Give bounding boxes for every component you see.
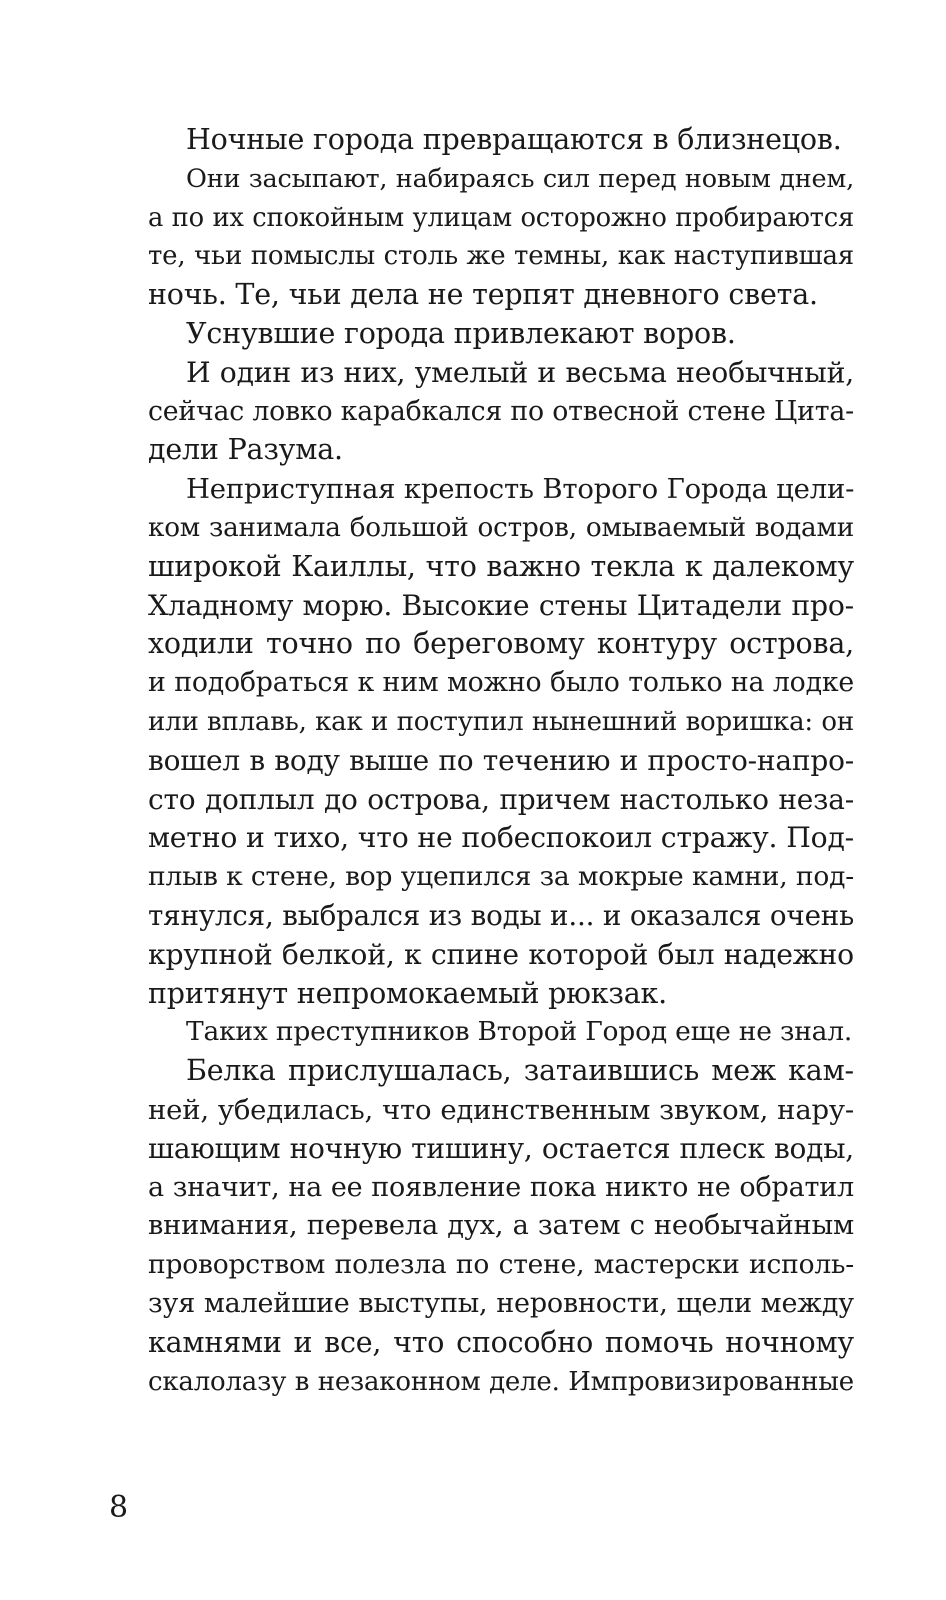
text-line: или вплавь, как и поступил нынешний воришка: он: [148, 706, 854, 737]
page-text: [148, 121, 854, 1401]
text-line: сто доплыл до острова, причем настолько неза-: [148, 782, 854, 816]
paragraph: [148, 354, 854, 470]
text-line: И один из них, умелый и весьма необычный,: [186, 355, 854, 389]
text-line: шающим ночную тишину, остается плеск воды,: [148, 1131, 854, 1165]
text-line: вошел в воду выше по течению и просто-напро-: [148, 743, 854, 777]
text-line: Они засыпают, набираясь сил перед новым днем,: [186, 163, 854, 194]
text-line: широкой Каиллы, что важно текла к далекому: [148, 549, 854, 583]
text-line: плыв к стене, вор уцепился за мокрые камни, под-: [148, 861, 854, 893]
text-line: притянут непромокаемый рюкзак.: [148, 976, 668, 1010]
text-line: ходили точно по береговому контуру острова,: [148, 627, 854, 661]
text-line: сейчас ловко карабкался по отвесной стене Цита-: [148, 395, 854, 427]
text-line: проворством полезла по стене, мастерски исполь-: [148, 1249, 854, 1281]
text-line: а значит, на ее появление пока никто не обратил: [148, 1171, 854, 1203]
text-line: а по их спокойным улицам осторожно пробираются: [148, 202, 854, 233]
text-line: ней, убедилась, что единственным звуком, нару-: [148, 1093, 854, 1126]
text-line: тянулся, выбрался из воды и... и оказался очень: [148, 898, 854, 932]
text-line: ночь. Те, чьи дела не терпят дневного света.: [148, 278, 818, 312]
paragraph: [148, 160, 854, 315]
text-line: Таких преступников Второй Город еще не знал.: [186, 1016, 853, 1048]
text-line: Уснувшие города привлекают воров.: [186, 316, 736, 350]
text-line: те, чьи помыслы столь же темны, как наступившая: [148, 241, 854, 272]
text-line: Хладному морю. Высокие стены Цитадели про-: [148, 588, 854, 622]
text-line: камнями и все, что способно помочь ночному: [148, 1325, 854, 1359]
text-line: ком занимала большой остров, омываемый водами: [148, 512, 854, 543]
text-line: Неприступная крепость Второго Города цели-: [186, 473, 855, 506]
text-line: Белка прислушалась, затаившись меж кам-: [186, 1054, 854, 1088]
page-number: 8: [109, 1490, 129, 1525]
text-line: внимания, перевела дух, а затем с необычайным: [148, 1210, 854, 1242]
text-line: метно и тихо, что не побеспокоил стражу. Под-: [148, 821, 854, 855]
paragraph: [148, 1052, 854, 1401]
text-line: скалолазу в незаконном деле. Импровизированные: [148, 1366, 854, 1397]
paragraph: [148, 315, 854, 354]
paragraph: [148, 470, 854, 1013]
text-line: крупной белкой, к спине которой был надежно: [148, 937, 854, 971]
text-line: зуя малейшие выступы, неровности, щели между: [148, 1287, 854, 1319]
text-line: и подобраться к ним можно было только на лодке: [148, 667, 854, 699]
text-line: дели Разума.: [148, 433, 343, 467]
text-line: Ночные города превращаются в близнецов.: [186, 123, 842, 156]
paragraph: [148, 121, 854, 160]
paragraph: [148, 1013, 854, 1052]
